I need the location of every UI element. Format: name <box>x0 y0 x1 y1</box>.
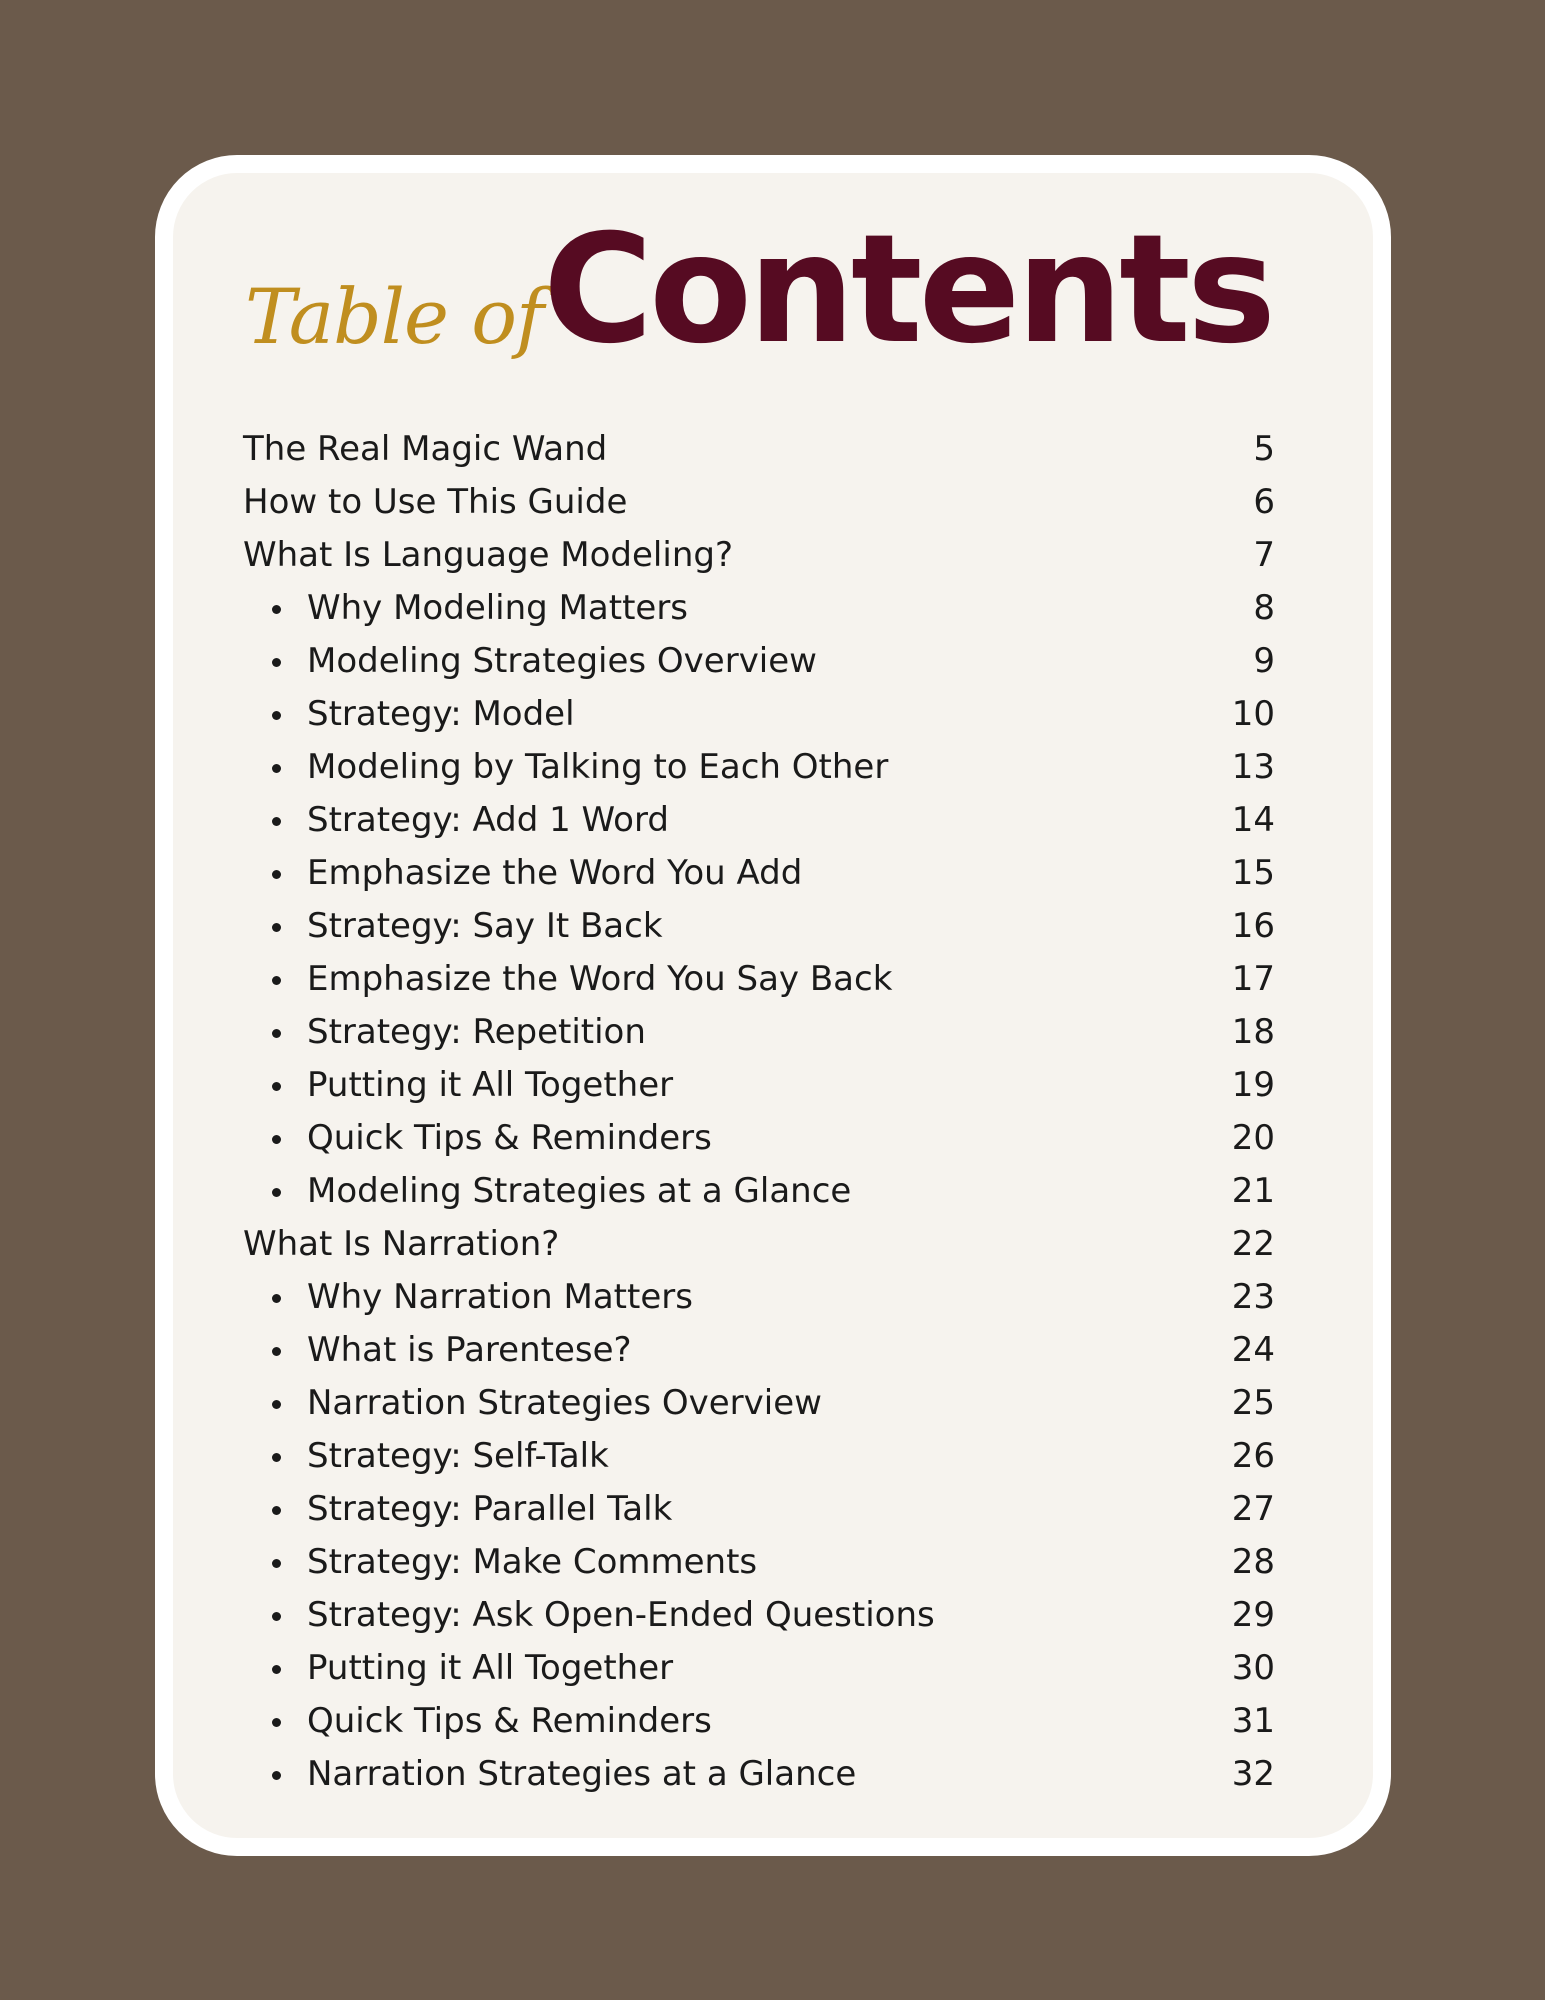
toc-page-number: 32 <box>1231 1754 1275 1794</box>
toc-page-number: 15 <box>1231 853 1275 893</box>
toc-page-number: 22 <box>1231 1224 1275 1264</box>
toc-page-number: 25 <box>1231 1383 1275 1423</box>
bullet-icon <box>272 1135 281 1144</box>
bullet-icon <box>272 923 281 932</box>
bullet-icon <box>272 1082 281 1091</box>
toc-entry[interactable] <box>243 423 1275 476</box>
bullet-icon <box>272 1347 281 1356</box>
toc-entry-label: Strategy: Self-Talk <box>307 1436 609 1476</box>
toc-subentry[interactable] <box>243 1059 1275 1112</box>
toc-entry-label: Modeling Strategies at a Glance <box>307 1171 852 1211</box>
toc-subentry[interactable] <box>243 582 1275 635</box>
toc-page-number: 16 <box>1231 906 1275 946</box>
toc-entry-label: Narration Strategies Overview <box>307 1383 822 1423</box>
toc-page-number: 29 <box>1231 1595 1275 1635</box>
toc-entry-label: Why Narration Matters <box>307 1277 693 1317</box>
toc-entry-label: What Is Language Modeling? <box>243 535 733 575</box>
toc-page-number: 14 <box>1231 800 1275 840</box>
toc-page-number: 19 <box>1231 1065 1275 1105</box>
toc-entry[interactable] <box>243 1218 1275 1271</box>
toc-entry-label: Strategy: Model <box>307 694 575 734</box>
bullet-icon <box>272 1771 281 1780</box>
bullet-icon <box>272 764 281 773</box>
bullet-icon <box>272 870 281 879</box>
toc-entry[interactable] <box>243 529 1275 582</box>
bullet-icon <box>272 1188 281 1197</box>
bullet-icon <box>272 976 281 985</box>
bullet-icon <box>272 658 281 667</box>
toc-subentry[interactable] <box>243 1748 1275 1801</box>
toc-page-number: 28 <box>1231 1542 1275 1582</box>
toc-subentry[interactable] <box>243 1271 1275 1324</box>
toc-entry-label: Strategy: Say It Back <box>307 906 663 946</box>
bullet-icon <box>272 1718 281 1727</box>
title-prefix: Table of <box>245 272 544 361</box>
toc-page-number: 18 <box>1231 1012 1275 1052</box>
toc-entry-label: Putting it All Together <box>307 1648 674 1688</box>
toc-page-number: 20 <box>1231 1118 1275 1158</box>
toc-entry-label: Emphasize the Word You Say Back <box>307 959 893 999</box>
toc-subentry[interactable] <box>243 1483 1275 1536</box>
toc-subentry[interactable] <box>243 1165 1275 1218</box>
bullet-icon <box>272 1400 281 1409</box>
toc-entry-label: The Real Magic Wand <box>243 429 608 469</box>
toc-subentry[interactable] <box>243 688 1275 741</box>
toc-entry-label: Strategy: Make Comments <box>307 1542 758 1582</box>
bullet-icon <box>272 1029 281 1038</box>
toc-page-number: 7 <box>1253 535 1275 575</box>
page-title <box>245 200 1275 380</box>
toc-page-number: 31 <box>1231 1701 1275 1741</box>
bullet-icon <box>272 1559 281 1568</box>
toc-subentry[interactable] <box>243 953 1275 1006</box>
bullet-icon <box>272 817 281 826</box>
toc-page-number: 8 <box>1253 588 1275 628</box>
toc-subentry[interactable] <box>243 1589 1275 1642</box>
toc-subentry[interactable] <box>243 847 1275 900</box>
toc-subentry[interactable] <box>243 1430 1275 1483</box>
toc-page-number: 13 <box>1231 747 1275 787</box>
toc-subentry[interactable] <box>243 1695 1275 1748</box>
bullet-icon <box>272 1612 281 1621</box>
toc-entry-label: Emphasize the Word You Add <box>307 853 803 893</box>
toc-subentry[interactable] <box>243 1006 1275 1059</box>
toc-entry-label: Narration Strategies at a Glance <box>307 1754 857 1794</box>
toc-page-number: 5 <box>1253 429 1275 469</box>
toc-subentry[interactable] <box>243 1324 1275 1377</box>
toc-entry-label: What Is Narration? <box>243 1224 560 1264</box>
toc-page-number: 24 <box>1231 1330 1275 1370</box>
bullet-icon <box>272 605 281 614</box>
toc-entry-label: Modeling by Talking to Each Other <box>307 747 889 787</box>
toc-entry-label: Strategy: Parallel Talk <box>307 1489 673 1529</box>
toc-entry-label: What is Parentese? <box>307 1330 632 1370</box>
bullet-icon <box>272 1294 281 1303</box>
toc-entry-label: Strategy: Ask Open-Ended Questions <box>307 1595 935 1635</box>
toc-subentry[interactable] <box>243 741 1275 794</box>
toc-subentry[interactable] <box>243 1377 1275 1430</box>
bullet-icon <box>272 711 281 720</box>
toc-page-number: 26 <box>1231 1436 1275 1476</box>
toc-page-number: 9 <box>1253 641 1275 681</box>
toc-entry-label: Putting it All Together <box>307 1065 674 1105</box>
toc-subentry[interactable] <box>243 1112 1275 1165</box>
toc-list <box>243 423 1275 1801</box>
toc-page-number: 30 <box>1231 1648 1275 1688</box>
toc-subentry[interactable] <box>243 1536 1275 1589</box>
toc-page-number: 17 <box>1231 959 1275 999</box>
toc-entry-label: Strategy: Repetition <box>307 1012 646 1052</box>
toc-entry-label: Strategy: Add 1 Word <box>307 800 669 840</box>
toc-entry-label: How to Use This Guide <box>243 482 628 522</box>
toc-entry-label: Quick Tips & Reminders <box>307 1118 712 1158</box>
toc-subentry[interactable] <box>243 635 1275 688</box>
toc-entry-label: Modeling Strategies Overview <box>307 641 817 681</box>
toc-page-number: 27 <box>1231 1489 1275 1529</box>
toc-page-number: 10 <box>1231 694 1275 734</box>
toc-entry[interactable] <box>243 476 1275 529</box>
bullet-icon <box>272 1665 281 1674</box>
toc-page-number: 23 <box>1231 1277 1275 1317</box>
bullet-icon <box>272 1453 281 1462</box>
toc-entry-label: Quick Tips & Reminders <box>307 1701 712 1741</box>
toc-page-number: 6 <box>1253 482 1275 522</box>
toc-subentry[interactable] <box>243 794 1275 847</box>
toc-subentry[interactable] <box>243 900 1275 953</box>
toc-entry-label: Why Modeling Matters <box>307 588 689 628</box>
toc-page-number: 21 <box>1231 1171 1275 1211</box>
bullet-icon <box>272 1506 281 1515</box>
toc-subentry[interactable] <box>243 1642 1275 1695</box>
title-main: Contents <box>543 203 1273 377</box>
